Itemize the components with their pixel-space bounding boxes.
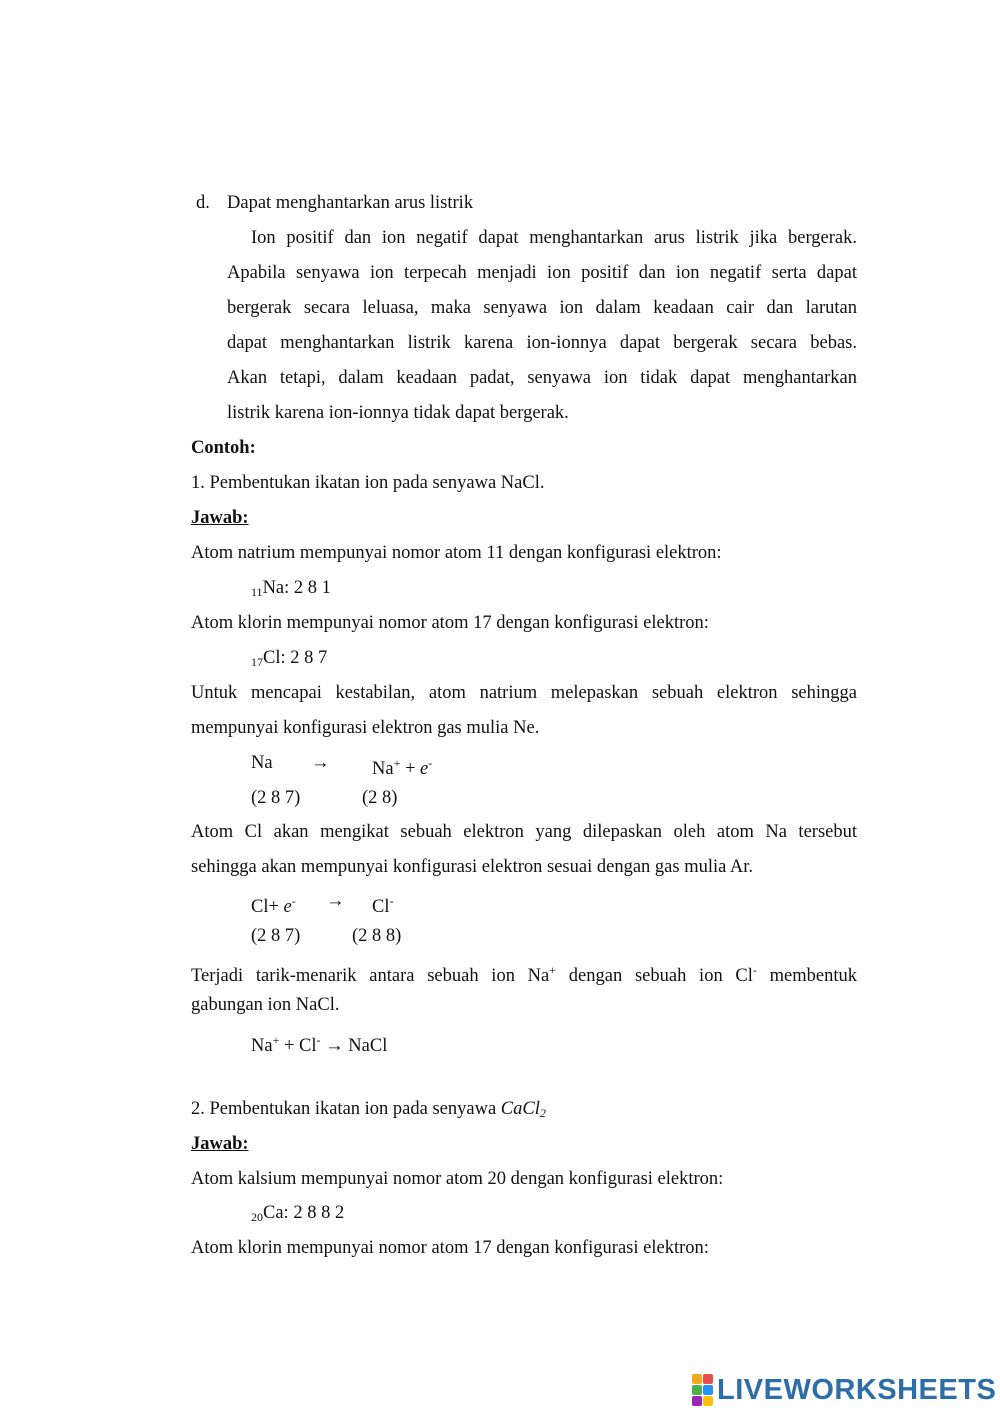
na-reaction-right: Na+ + e- <box>372 756 433 779</box>
example1-answer-label: Jawab: <box>191 508 249 528</box>
ca-config-value: Ca: 2 8 8 2 <box>263 1203 345 1223</box>
cl-intro: Atom klorin mempunyai nomor atom 17 dengan konfigurasi elektron: <box>191 613 709 633</box>
cl-config-before: (2 8 7) <box>251 926 301 946</box>
cl-config <box>251 646 327 674</box>
cl-intro-2: Atom klorin mempunyai nomor atom 17 dengan konfigurasi elektron: <box>191 1238 709 1258</box>
contoh-label: Contoh: <box>191 438 256 458</box>
cl-reaction-right: Cl- <box>372 894 394 917</box>
cl-capture-line: sehingga akan mempunyai konfigurasi elektron sesuai dengan gas mulia Ar. <box>191 857 754 877</box>
paragraph-line: listrik karena ion-ionnya tidak dapat bergerak. <box>227 403 569 423</box>
paragraph-line: Akan tetapi, dalam keadaan padat, senyawa ion tidak dapat menghantarkan <box>227 368 857 388</box>
ca-atomic-number: 20 <box>251 1210 263 1224</box>
paragraph-line: Ion positif dan ion negatif dapat menghantarkan arus listrik jika bergerak. <box>251 228 857 248</box>
example2-question: 2. Pembentukan ikatan ion pada senyawa CaCl$_2$ <box>191 1099 546 1120</box>
paragraph-line: dapat menghantarkan listrik karena ion-ionnya dapat bergerak secara bebas. <box>227 333 857 353</box>
cl-reaction-arrow: → <box>326 891 345 911</box>
paragraph-line: bergerak secara leluasa, maka senyawa ion dalam keadaan cair dan larutan <box>227 298 857 318</box>
example2-answer-label: Jawab: <box>191 1134 249 1154</box>
attraction-line-2: gabungan ion NaCl. <box>191 995 340 1015</box>
cl-config-after: (2 8 8) <box>352 926 402 946</box>
ca-intro: Atom kalsium mempunyai nomor atom 20 dengan konfigurasi elektron: <box>191 1169 724 1189</box>
stability-line: mempunyai konfigurasi elektron gas mulia Ne. <box>191 718 540 738</box>
na-intro: Atom natrium mempunyai nomor atom 11 dengan konfigurasi elektron: <box>191 543 722 563</box>
example1-question: 1. Pembentukan ikatan ion pada senyawa NaCl. <box>191 473 545 493</box>
na-config-after: (2 8) <box>362 788 398 808</box>
cl-reaction-left: Cl+ e- <box>251 894 296 917</box>
list-marker-d: d. <box>196 193 210 213</box>
na-config-value: Na: 2 8 1 <box>262 578 331 598</box>
cl-config-value: Cl: 2 8 7 <box>263 648 328 668</box>
paragraph-line: Apabila senyawa ion terpecah menjadi ion positif dan ion negatif serta dapat <box>227 263 857 283</box>
cl-capture-line: Atom Cl akan mengikat sebuah elektron yang dilepaskan oleh atom Na tersebut <box>191 822 857 842</box>
ca-config <box>251 1201 344 1229</box>
na-reaction-arrow: → <box>311 753 330 773</box>
section-d-heading: Dapat menghantarkan arus listrik <box>227 193 474 213</box>
na-config-before: (2 8 7) <box>251 788 301 808</box>
na-atomic-number: 11 <box>251 585 263 599</box>
compound-formula: CaCl$_2$ <box>500 1099 546 1120</box>
attraction-line: Terjadi tarik-menarik antara sebuah ion Na+ dengan sebuah ion Cl- membentuk <box>191 963 858 986</box>
liveworksheets-logo <box>692 1375 996 1405</box>
cl-atomic-number: 17 <box>251 655 263 669</box>
logo-wordmark: LIVEWORKSHEETS <box>717 1373 997 1406</box>
final-reaction: Na+ + Cl- → NaCl <box>251 1033 388 1056</box>
na-reaction-left: Na <box>251 753 273 773</box>
na-config <box>251 576 331 604</box>
stability-line: Untuk mencapai kestabilan, atom natrium melepaskan sebuah elektron sehingga <box>191 683 857 703</box>
logo-blocks-icon <box>692 1374 713 1406</box>
